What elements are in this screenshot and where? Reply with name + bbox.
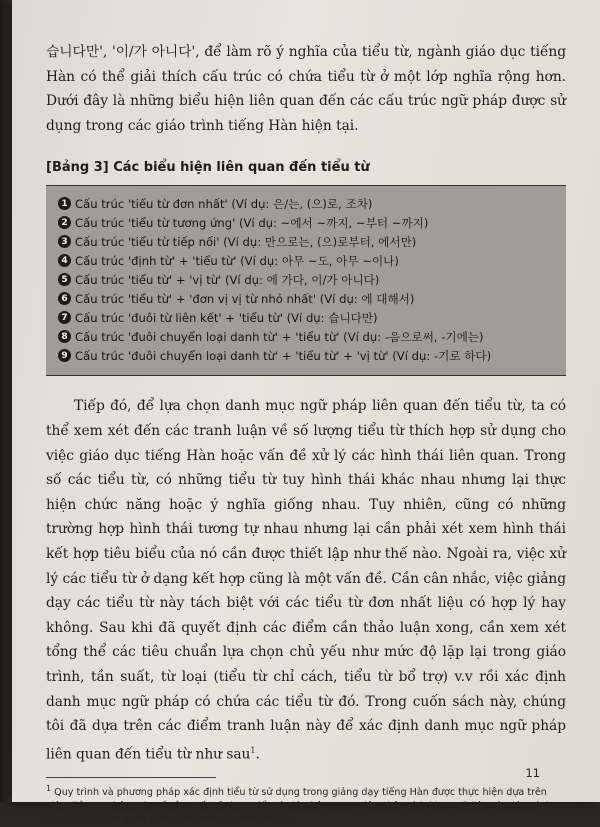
row-text: Cấu trúc 'tiểu từ đơn nhất' (Ví dụ: 은/는, (으)로, 조차) — [75, 196, 373, 211]
book-spine-edge — [0, 0, 12, 802]
table-row — [58, 270, 554, 289]
row-text: Cấu trúc 'tiểu từ' + 'đơn vị vị từ nhỏ nhất' (Ví dụ: 에 대해서) — [75, 291, 415, 306]
row-text: Cấu trúc 'đuôi chuyển loại danh từ' + 'tiểu từ' (Ví dụ: -음으로써, -기에는) — [75, 329, 484, 344]
row-number-badge: 6 — [58, 292, 71, 305]
page-number: 11 — [525, 766, 540, 780]
row-number-badge: 8 — [58, 330, 71, 343]
table-box — [46, 185, 566, 376]
footnote-divider — [46, 777, 216, 778]
table-row — [58, 213, 554, 232]
table-row — [58, 327, 554, 346]
row-text: Cấu trúc 'định từ' + 'tiểu từ' (Ví dụ: 아무 ~도, 아무 ~이나) — [75, 253, 399, 268]
body-text: Tiếp đó, để lựa chọn danh mục ngữ pháp liên quan đến tiểu từ, ta có thể xem xét đến các tranh luận về số lượng tiểu từ thích hợp sử dụng cho việc giáo dục tiếng Hàn hoặc vấn đề xử lý các hình thái liên quan. Trong số các tiểu từ, có những tiểu từ tuy hình thái khác nhau nhưng lại thực hiện chức năng hoặc ý nghĩa giống nhau. Tuy nhiên, cũng có những trường hợp hình thái tương tự nhau nhưng lại cần phải xét xem hình thái kết hợp tiêu biểu của nó cần được thiết lập như thế nào. Ngoài ra, việc xử lý các tiểu từ ở dạng kết hợp cũng là một vấn đề. Cần cân nhắc, việc giảng dạy các tiểu từ này tách biệt với các tiểu từ đơn nhất liệu có hợp lý hay không. Sau khi đã quyết định các điểm cần thảo luận xong, cần xem xét tổng thể các tiêu chuẩn lựa chọn chủ yếu như mức độ lặp lại trong giáo trình, tần suất, từ loại (tiểu từ chỉ cách, tiểu từ bổ trợ) v.v rồi xác định danh mục ngữ pháp có chứa các tiểu từ đó. Trong cuốn sách này, chúng tôi đã dựa trên các điểm tranh luận này để xác định danh mục ngữ pháp liên quan đến tiểu từ như sau — [46, 398, 566, 763]
row-text: Cấu trúc 'tiểu từ tương ứng' (Ví dụ: ~에서 ~까지, ~부터 ~까지) — [75, 215, 429, 230]
row-text: Cấu trúc 'đuôi chuyển loại danh từ' + 'tiểu từ' + 'vị từ' (Ví dụ: -기로 하다) — [75, 348, 492, 363]
row-text: Cấu trúc 'tiểu từ tiếp nối' (Ví dụ: 만으로는, (으)로부터, 에서만) — [75, 234, 417, 249]
footnote-marker: 1 — [46, 783, 52, 793]
row-number-badge: 9 — [58, 349, 71, 362]
footnote — [46, 782, 566, 827]
row-number-badge: 4 — [58, 254, 71, 267]
row-text: Cấu trúc 'tiểu từ' + 'vị từ' (Ví dụ: 에 가다, 이/가 아니다) — [75, 272, 380, 287]
row-number-badge: 2 — [58, 216, 71, 229]
table-row — [58, 289, 554, 308]
row-number-badge: 3 — [58, 235, 71, 248]
footnote-ref[interactable]: 1 — [250, 745, 256, 755]
row-text: Cấu trúc 'đuôi từ liên kết' + 'tiểu từ' (Ví dụ: 습니다만) — [75, 310, 378, 325]
body-paragraph: Tiếp đó, để lựa chọn danh mục ngữ pháp liên quan đến tiểu từ, ta có thể xem xét đến các tranh luận về số lượng tiểu từ thích hợp sử dụng cho việc giáo dục tiếng Hàn hoặc vấn đề xử lý các hình thái liên quan. Trong số các tiểu từ, có những tiểu từ tuy hình thái khác nhau nhưng lại thực hiện chức năng hoặc ý nghĩa giống nhau. Tuy nhiên, cũng có những trường hợp hình thái tương tự nhau nhưng lại cần phải xét xem hình thái kết hợp tiêu biểu của nó cần được thiết lập như thế nào. Ngoài ra, việc xử lý các tiểu từ ở dạng kết hợp cũng là một vấn đề. Cần cân nhắc, việc giảng dạy các tiểu từ này tách biệt với các tiểu từ đơn nhất liệu có hợp lý hay không. Sau khi đã quyết định các điểm cần thảo luận xong, cần xem xét tổng thể các tiêu chuẩn lựa chọn chủ yếu như mức độ lặp lại trong giáo trình, tần suất, từ loại (tiểu từ chỉ cách, tiểu từ bổ trợ) v.v rồi xác định danh mục ngữ pháp có chứa các tiểu từ đó. Trong cuốn sách này, chúng tôi đã dựa trên các điểm tranh luận này để xác định danh mục ngữ pháp liên quan đến tiểu từ như sau$^1$. — [46, 398, 566, 763]
row-number-badge: 5 — [58, 273, 71, 286]
page-content — [46, 40, 566, 827]
table-title: [Bảng 3] Các biểu hiện liên quan đến tiểu từ — [46, 160, 370, 176]
table-row — [58, 308, 554, 327]
row-number-badge: 1 — [58, 197, 71, 210]
row-number-badge: 7 — [58, 311, 71, 324]
footnote-text: Quy trình và phương pháp xác định tiểu từ sử dụng trong giảng dạy tiếng Hàn được thực hiện dựa trên việc điều tra thông tin về tần suất sử dụng tiểu từ đó, thông qua việc phân tích kho ngữ liệu và giáo trình. Các tài liệu liên quan được đính kèm ở phần Phụ lục. — [46, 787, 556, 826]
table-row — [58, 346, 554, 365]
book-page — [12, 0, 600, 826]
table-row — [58, 232, 554, 251]
intro-paragraph: 습니다만', '이/가 아니다', để làm rõ ý nghĩa của tiểu từ, ngành giáo dục tiếng Hàn có thể giải thích cấu trúc có chứa tiểu từ ở một lớp nghĩa rộng hơn. Dưới đây là những biểu hiện liên quan đến các cấu trúc ngữ pháp được sử dụng trong các giáo trình tiếng Hàn hiện tại. — [46, 44, 566, 134]
table-row — [58, 251, 554, 270]
table-row — [58, 194, 554, 213]
